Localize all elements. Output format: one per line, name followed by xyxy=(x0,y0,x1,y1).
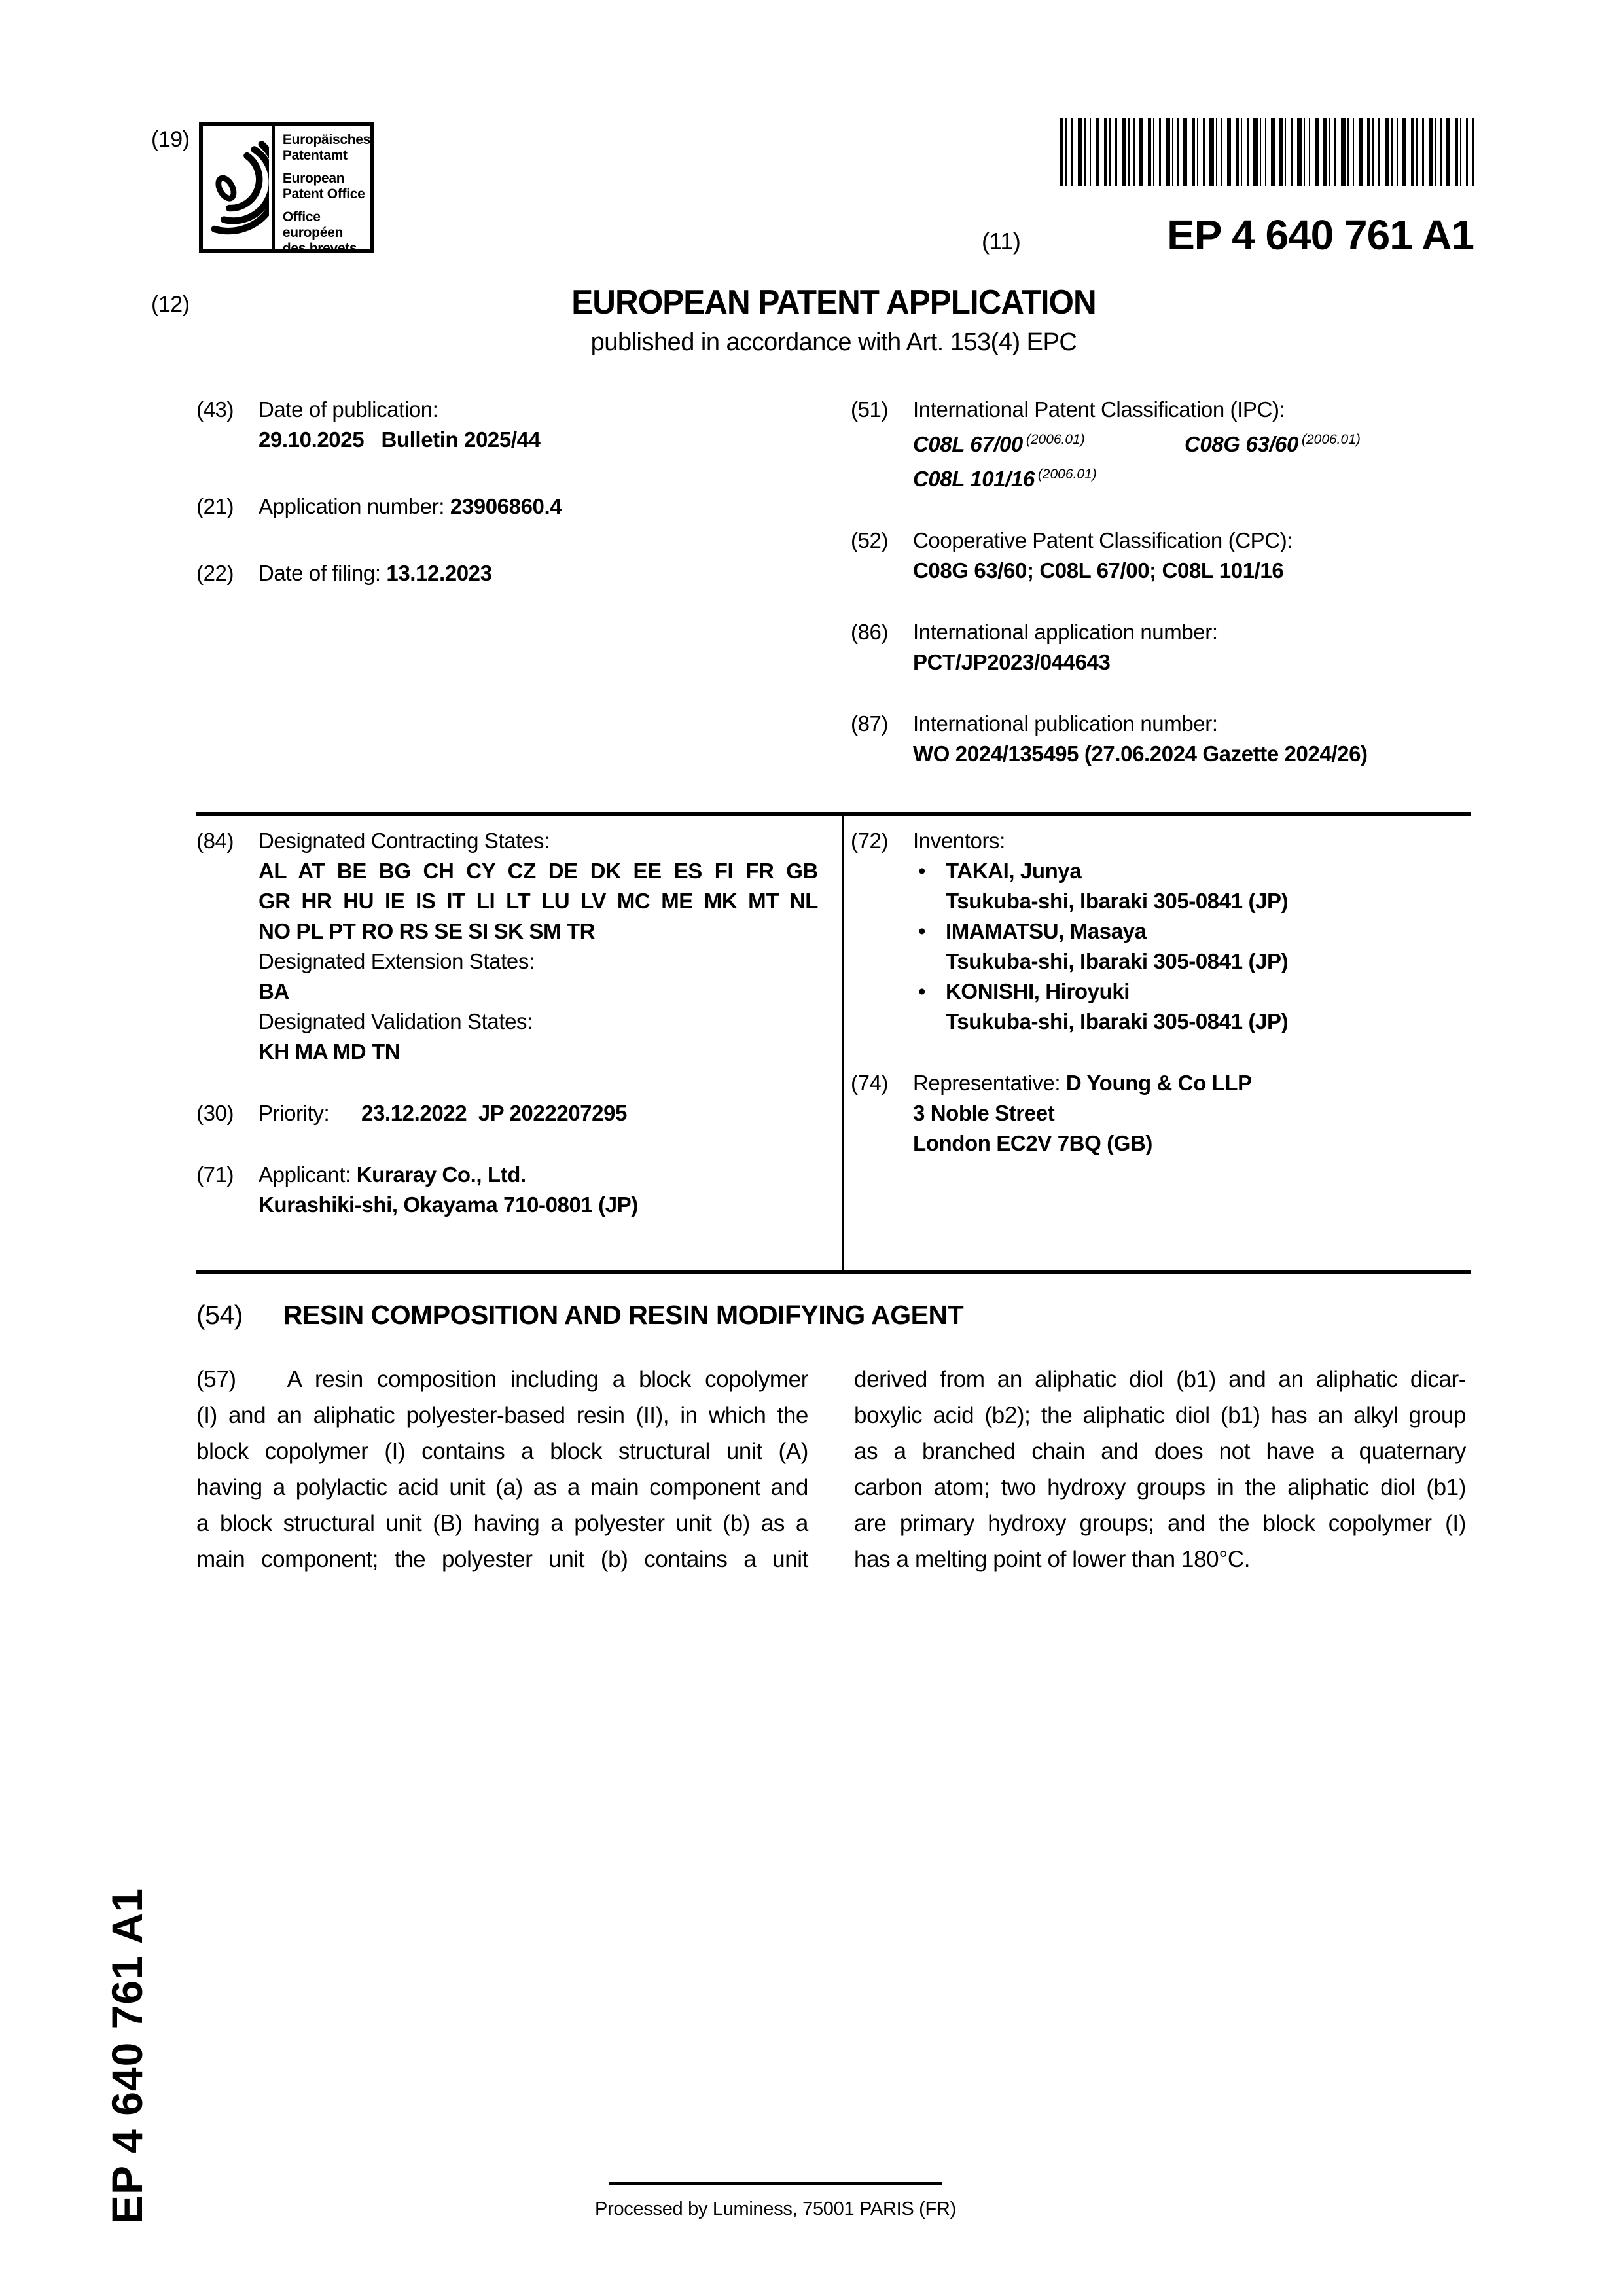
abstract-line: derived from an aliphatic diol (b1) and an aliphatic dicar- xyxy=(854,1367,1466,1392)
abstract-line: having a polylactic acid unit (a) as a main component and xyxy=(196,1475,808,1500)
column-divider-rule xyxy=(842,816,844,1270)
representative-address-line: London EC2V 7BQ (GB) xyxy=(913,1131,1152,1155)
representative-address-line: 3 Noble Street xyxy=(913,1101,1055,1125)
inventor-name: IMAMATSU, Masaya xyxy=(946,919,1147,943)
contracting-states-line: NO PL PT RO RS SE SI SK SM TR xyxy=(259,919,596,943)
field-51-ipc xyxy=(851,395,1471,494)
abstract-line: block copolymer (I) contains a block structural unit (A) xyxy=(196,1439,808,1464)
contracting-states-line: GR HR HU IE IS IT LI LT LU LV MC ME MK MT NL xyxy=(259,889,818,913)
field-number: (72) xyxy=(851,829,889,853)
publication-number: EP 4 640 761 A1 xyxy=(1167,211,1474,259)
abstract-left-column xyxy=(196,1361,808,1577)
abstract-right-column xyxy=(854,1361,1466,1577)
inventor-name: KONISHI, Hiroyuki xyxy=(946,979,1130,1003)
document-type-subtitle: published in accordance with Art. 153(4) EPC xyxy=(590,329,1077,356)
applicant-label: Applicant: xyxy=(259,1162,351,1187)
field-87-intl-publication xyxy=(851,709,1471,769)
abstract-line: (I) and an aliphatic polyester-based resin (II), in which the xyxy=(196,1403,808,1428)
publication-date-value: 29.10.2025 Bulletin 2025/44 xyxy=(259,427,541,452)
inventors-representative-column xyxy=(851,826,1471,1158)
ipc-code: C08L 101/16 $^{(2006.01)}$ xyxy=(913,467,1097,491)
field-43-publication-date xyxy=(196,395,818,455)
section-divider-rule xyxy=(196,812,1471,816)
field-72-inventors xyxy=(851,826,1471,1037)
inventor-address: Tsukuba-shi, Ibaraki 305-0841 (JP) xyxy=(946,889,1289,913)
field-number: (54) xyxy=(196,1300,243,1330)
biblio-left-column xyxy=(196,395,818,588)
field-84-designated-states xyxy=(196,826,818,1067)
field-label: Date of publication: xyxy=(259,397,438,422)
priority-value: 23.12.2022 JP 2022207295 xyxy=(361,1101,627,1125)
validation-states-label: Designated Validation States: xyxy=(259,1009,533,1033)
publication-number-row xyxy=(982,211,1474,259)
logo-text-line: Europäisches xyxy=(282,132,370,147)
intl-application-value: PCT/JP2023/044643 xyxy=(913,650,1111,674)
footer xyxy=(592,2182,959,2220)
priority-label: Priority: xyxy=(259,1101,330,1125)
field-number: (52) xyxy=(851,528,889,552)
field-21-application-number xyxy=(196,492,818,522)
filing-date-value: 13.12.2023 xyxy=(386,561,492,585)
abstract-line: a block structural unit (B) having a polyester unit (b) as a xyxy=(196,1511,808,1536)
field-label: Application number: xyxy=(259,494,445,518)
epo-logo xyxy=(199,122,374,256)
ipc-code: C08L 67/00 $^{(2006.01)}$ xyxy=(913,432,1085,456)
field-number: (74) xyxy=(851,1071,889,1095)
inventors-label: Inventors: xyxy=(913,829,1005,853)
cpc-codes-value: C08G 63/60; C08L 67/00; C08L 101/16 xyxy=(913,558,1284,583)
field-74-representative xyxy=(851,1068,1471,1158)
field-86-intl-application xyxy=(851,617,1471,677)
logo-text-line: European xyxy=(282,171,345,186)
abstract-line: boxylic acid (b2); the aliphatic diol (b1) has an alkyl group xyxy=(854,1403,1466,1428)
representative-name: D Young & Co LLP xyxy=(1065,1071,1252,1095)
logo-text-line: des brevets xyxy=(282,241,357,256)
applicant-line xyxy=(259,1160,818,1190)
epo-spiral-icon xyxy=(203,126,275,249)
applicant-address: Kurashiki-shi, Okayama 710-0801 (JP) xyxy=(259,1193,638,1217)
abstract-line: as a branched chain and does not have a quaternary xyxy=(854,1439,1466,1464)
ipc-code: C08G 63/60 $^{(2006.01)}$ xyxy=(1185,432,1361,456)
logo-text-line: Office européen xyxy=(282,209,343,240)
field-number: (22) xyxy=(196,561,234,585)
field-54-invention-title xyxy=(196,1300,1471,1331)
field-label: International application number: xyxy=(913,620,1218,644)
field-label: International Patent Classification (IPC): xyxy=(913,397,1285,422)
contracting-states-label: Designated Contracting States: xyxy=(259,829,550,853)
intl-publication-value: WO 2024/135495 (27.06.2024 Gazette 2024/26) xyxy=(913,742,1368,766)
field-12-number: (12) xyxy=(151,292,190,317)
representative-line xyxy=(913,1068,1471,1098)
field-label: Cooperative Patent Classification (CPC): xyxy=(913,528,1293,552)
bullet-icon: • xyxy=(918,859,926,883)
barcode xyxy=(1060,118,1474,186)
section-divider-rule xyxy=(196,1270,1471,1274)
field-number: (84) xyxy=(196,829,234,853)
validation-states-value: KH MA MD TN xyxy=(259,1039,401,1064)
field-label: Date of filing: xyxy=(259,561,381,585)
field-number: (51) xyxy=(851,397,889,422)
contracting-states-line: AL AT BE BG CH CY CZ DE DK EE ES FI FR GB xyxy=(259,859,818,883)
ipc-code-grid xyxy=(913,425,1471,494)
bullet-icon: • xyxy=(918,979,926,1003)
document-type-title: EUROPEAN PATENT APPLICATION xyxy=(571,283,1096,321)
field-number: (87) xyxy=(851,711,889,736)
logo-text-line: Patent Office xyxy=(282,187,365,202)
states-priority-applicant-column xyxy=(196,826,818,1220)
footer-rule xyxy=(609,2182,942,2185)
representative-label: Representative: xyxy=(913,1071,1061,1095)
abstract-line: has a melting point of lower than 180°C. xyxy=(854,1547,1251,1572)
field-number: (71) xyxy=(196,1162,234,1187)
document-title-block xyxy=(196,283,1471,357)
abstract-line: carbon atom; two hydroxy groups in the aliphatic diol (b1) xyxy=(854,1475,1466,1500)
footer-text: Processed by Luminess, 75001 PARIS (FR) xyxy=(595,2198,956,2219)
field-52-cpc xyxy=(851,526,1471,586)
field-number: (43) xyxy=(196,397,234,422)
inventor-name-row xyxy=(913,977,1471,1007)
inventor-name: TAKAI, Junya xyxy=(946,859,1082,883)
field-19-number: (19) xyxy=(151,127,190,152)
abstract-line: main component; the polyester unit (b) contains a unit xyxy=(196,1547,808,1572)
epo-name-fr xyxy=(283,209,370,257)
epo-logo-text xyxy=(275,126,370,256)
field-11-number: (11) xyxy=(982,228,1021,255)
field-71-applicant xyxy=(196,1160,818,1220)
field-number: (30) xyxy=(196,1101,234,1125)
biblio-right-column xyxy=(851,395,1471,769)
epo-name-en xyxy=(283,171,370,202)
inventor-address: Tsukuba-shi, Ibaraki 305-0841 (JP) xyxy=(946,949,1289,973)
field-label: International publication number: xyxy=(913,711,1218,736)
invention-title-text: RESIN COMPOSITION AND RESIN MODIFYING AGENT xyxy=(283,1300,964,1330)
applicant-name: Kuraray Co., Ltd. xyxy=(356,1162,526,1187)
inventor-name-row xyxy=(913,916,1471,946)
extension-states-value: BA xyxy=(259,979,289,1003)
sidebar-publication-number: EP 4 640 761 A1 xyxy=(103,1887,151,2224)
field-number: (57) xyxy=(196,1367,236,1392)
field-number: (21) xyxy=(196,494,234,518)
field-number: (86) xyxy=(851,620,889,644)
logo-text-line: Patentamt xyxy=(282,148,348,163)
application-number-value: 23906860.4 xyxy=(450,494,562,518)
epo-name-de xyxy=(283,132,370,164)
abstract-line: (57) A resin composition including a block copolymer xyxy=(196,1367,808,1392)
abstract-line: are primary hydroxy groups; and the block copolymer (I) xyxy=(854,1511,1466,1536)
inventor-address: Tsukuba-shi, Ibaraki 305-0841 (JP) xyxy=(946,1009,1289,1033)
inventor-name-row xyxy=(913,856,1471,886)
field-30-priority xyxy=(196,1098,818,1128)
bullet-icon: • xyxy=(918,919,926,943)
extension-states-label: Designated Extension States: xyxy=(259,949,535,973)
field-22-filing-date xyxy=(196,558,818,588)
